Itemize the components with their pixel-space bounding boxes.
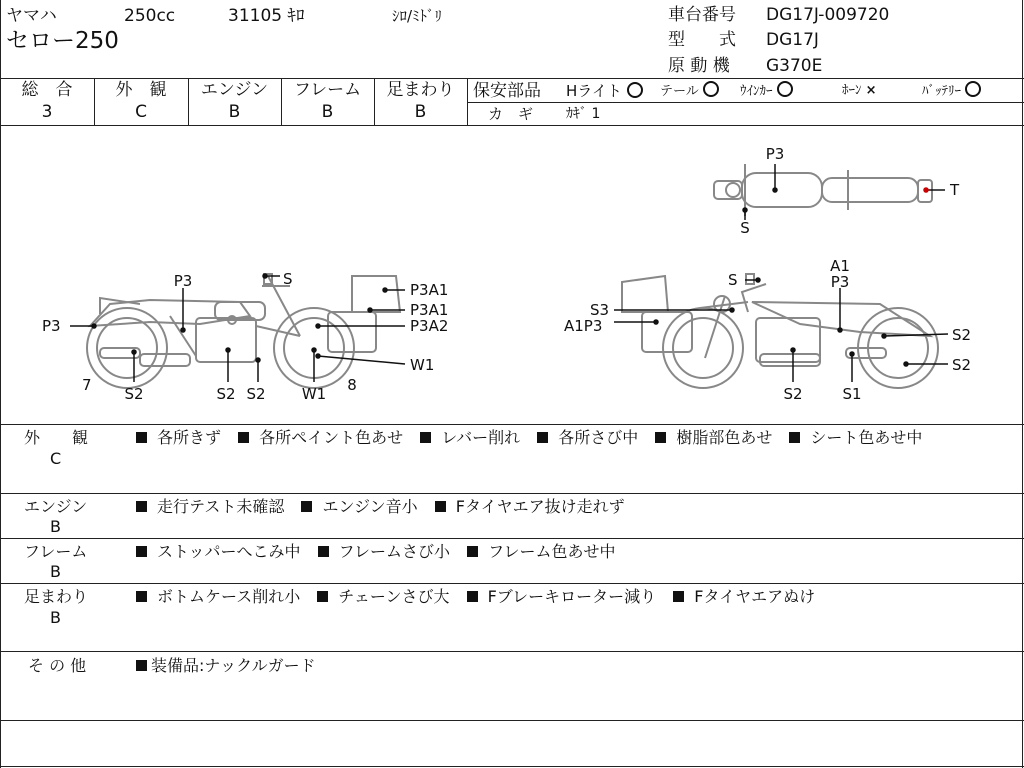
diagram-label: S2 <box>952 326 972 344</box>
maker: ヤマハ <box>6 6 57 26</box>
grade-value-exterior: C <box>135 102 147 122</box>
grade-value-engine: B <box>228 102 241 122</box>
frame-no: DG17J-009720 <box>766 5 890 25</box>
note-item: 各所ペイント色あせ <box>259 428 404 447</box>
grade-label-frame: フレーム <box>293 80 362 100</box>
note-grade: B <box>50 608 61 627</box>
note-item: 走行テスト未確認 <box>157 497 285 516</box>
note-items <box>136 587 827 607</box>
bullet-square-icon <box>467 591 478 602</box>
diagram-label: W1 <box>301 385 327 403</box>
bullet-square-icon <box>317 591 328 602</box>
bullet-square-icon <box>789 432 800 443</box>
divider <box>0 651 1024 652</box>
bullet-square-icon <box>673 591 684 602</box>
safety-item <box>566 81 643 101</box>
diagram-label: S <box>283 270 293 288</box>
note-item: フレームさび小 <box>338 542 450 561</box>
grade-label-engine: エンジン <box>200 80 269 100</box>
grade-label-suspension: 足まわり <box>386 80 455 100</box>
key-value: ｶｷﾞ 1 <box>566 106 601 122</box>
note-item: レバー削れ <box>441 428 521 447</box>
diagram-label: P3 <box>830 273 850 291</box>
diagram-label: S2 <box>783 385 803 403</box>
safety-item <box>842 81 877 101</box>
diagram-label: S3 <box>590 301 610 319</box>
bullet-square-icon <box>655 432 666 443</box>
diagram-label: 7 <box>82 376 92 394</box>
damage-diagram <box>0 126 1024 424</box>
type-value: DG17J <box>766 30 819 50</box>
bullet-square-icon <box>420 432 431 443</box>
note-item: エンジン音小 <box>322 497 418 516</box>
note-category: そ の 他 <box>28 656 87 675</box>
grade-label-total: 総 合 <box>21 80 73 100</box>
divider <box>0 424 1024 425</box>
note-item: 各所きず <box>157 428 222 447</box>
engine-label: 原 動 機 <box>668 56 730 76</box>
bullet-square-icon <box>136 591 147 602</box>
divider <box>0 538 1024 539</box>
note-item: ストッパーへこみ中 <box>157 542 301 561</box>
note-item: チェーンさび大 <box>338 587 450 606</box>
bullet-square-icon <box>136 501 147 512</box>
note-items <box>136 542 627 562</box>
divider <box>0 720 1024 721</box>
ok-circle-icon <box>777 81 793 97</box>
diagram-label: 8 <box>347 376 357 394</box>
divider <box>0 78 1024 79</box>
bullet-square-icon <box>537 432 548 443</box>
ng-cross-icon: × <box>865 83 877 98</box>
diagram-label: P3A2 <box>410 317 449 335</box>
diagram-label: P3 <box>42 317 61 335</box>
bike-right-view <box>622 274 938 388</box>
safety-item-name: テール <box>660 84 699 99</box>
safety-item-name: ﾎｰﾝ <box>842 83 862 98</box>
grade-value-total: 3 <box>41 102 53 122</box>
diagram-label: P3A1 <box>410 301 449 319</box>
diagram-label: T <box>950 181 960 199</box>
note-grade: B <box>50 517 61 536</box>
safety-item-name: ﾊﾞｯﾃﾘｰ <box>922 84 961 99</box>
diagram-label: S2 <box>952 356 972 374</box>
safety-label: 保安部品 <box>473 81 541 101</box>
diagram-label: A1 <box>830 257 850 275</box>
note-item: 各所さび中 <box>558 428 639 447</box>
diagram-label: P3 <box>173 272 193 290</box>
divider <box>0 766 1024 767</box>
note-items <box>136 497 637 517</box>
diagram-label: P3A1 <box>410 281 449 299</box>
note-grade: C <box>50 449 62 468</box>
note-items <box>136 656 328 676</box>
mileage: 31105 ｷﾛ <box>228 6 305 26</box>
note-item: Fブレーキローター減り <box>487 587 657 606</box>
note-category: エンジン <box>24 497 88 516</box>
diagram-label: S2 <box>246 385 266 403</box>
safety-item <box>922 81 981 102</box>
note-item: Fタイヤエアぬけ <box>694 587 816 606</box>
bullet-square-icon <box>318 546 329 557</box>
note-item: フレーム色あせ中 <box>488 542 616 561</box>
ok-circle-icon <box>703 81 719 97</box>
safety-item <box>660 81 719 102</box>
key-label: カ ギ <box>488 105 534 123</box>
bullet-square-icon <box>467 546 478 557</box>
note-grade: B <box>50 562 61 581</box>
divider <box>468 102 1024 103</box>
note-item: ボトムケース削れ小 <box>157 587 301 606</box>
note-item: 装備品:ナックルガード <box>151 656 316 675</box>
note-item: シート色あせ中 <box>810 428 923 447</box>
diagram-label: S <box>728 271 738 289</box>
diagram-label: S1 <box>842 385 862 403</box>
safety-item-name: Hライト <box>566 82 622 100</box>
frame-no-label: 車台番号 <box>668 5 736 25</box>
diagram-label: S <box>740 219 750 237</box>
diagram-label: P3 <box>765 145 785 163</box>
grade-divider <box>467 78 468 125</box>
ok-circle-icon <box>965 81 981 97</box>
safety-item <box>740 81 793 102</box>
color: ｼﾛ/ﾐﾄﾞﾘ <box>392 7 443 25</box>
type-label: 型 式 <box>668 30 736 50</box>
note-items <box>136 428 922 448</box>
safety-item-name: ｳｲﾝｶｰ <box>740 84 773 99</box>
engine-value: G370E <box>766 56 823 76</box>
bullet-square-icon <box>136 546 147 557</box>
note-category: 外 観 <box>24 428 89 447</box>
bullet-square-icon <box>435 501 446 512</box>
diagram-label: A1P3 <box>564 317 603 335</box>
bullet-square-icon <box>301 501 312 512</box>
diagram-label: S2 <box>216 385 236 403</box>
grade-label-exterior: 外 観 <box>115 80 167 100</box>
note-category: フレーム <box>24 542 88 561</box>
grade-value-suspension: B <box>414 102 427 122</box>
displacement: 250cc <box>124 6 176 26</box>
ok-circle-icon <box>627 82 643 98</box>
model-name: セロー250 <box>6 28 119 54</box>
note-item: 樹脂部色あせ <box>676 428 773 447</box>
divider <box>0 583 1024 584</box>
bullet-square-icon <box>136 432 147 443</box>
divider <box>0 493 1024 494</box>
bullet-square-icon <box>238 432 249 443</box>
note-category: 足まわり <box>24 587 89 606</box>
bullet-square-icon <box>136 660 147 671</box>
grade-value-frame: B <box>321 102 334 122</box>
note-item: Fタイヤエア抜け走れず <box>455 497 625 516</box>
diagram-label: W1 <box>410 356 435 374</box>
diagram-label: S2 <box>124 385 144 403</box>
